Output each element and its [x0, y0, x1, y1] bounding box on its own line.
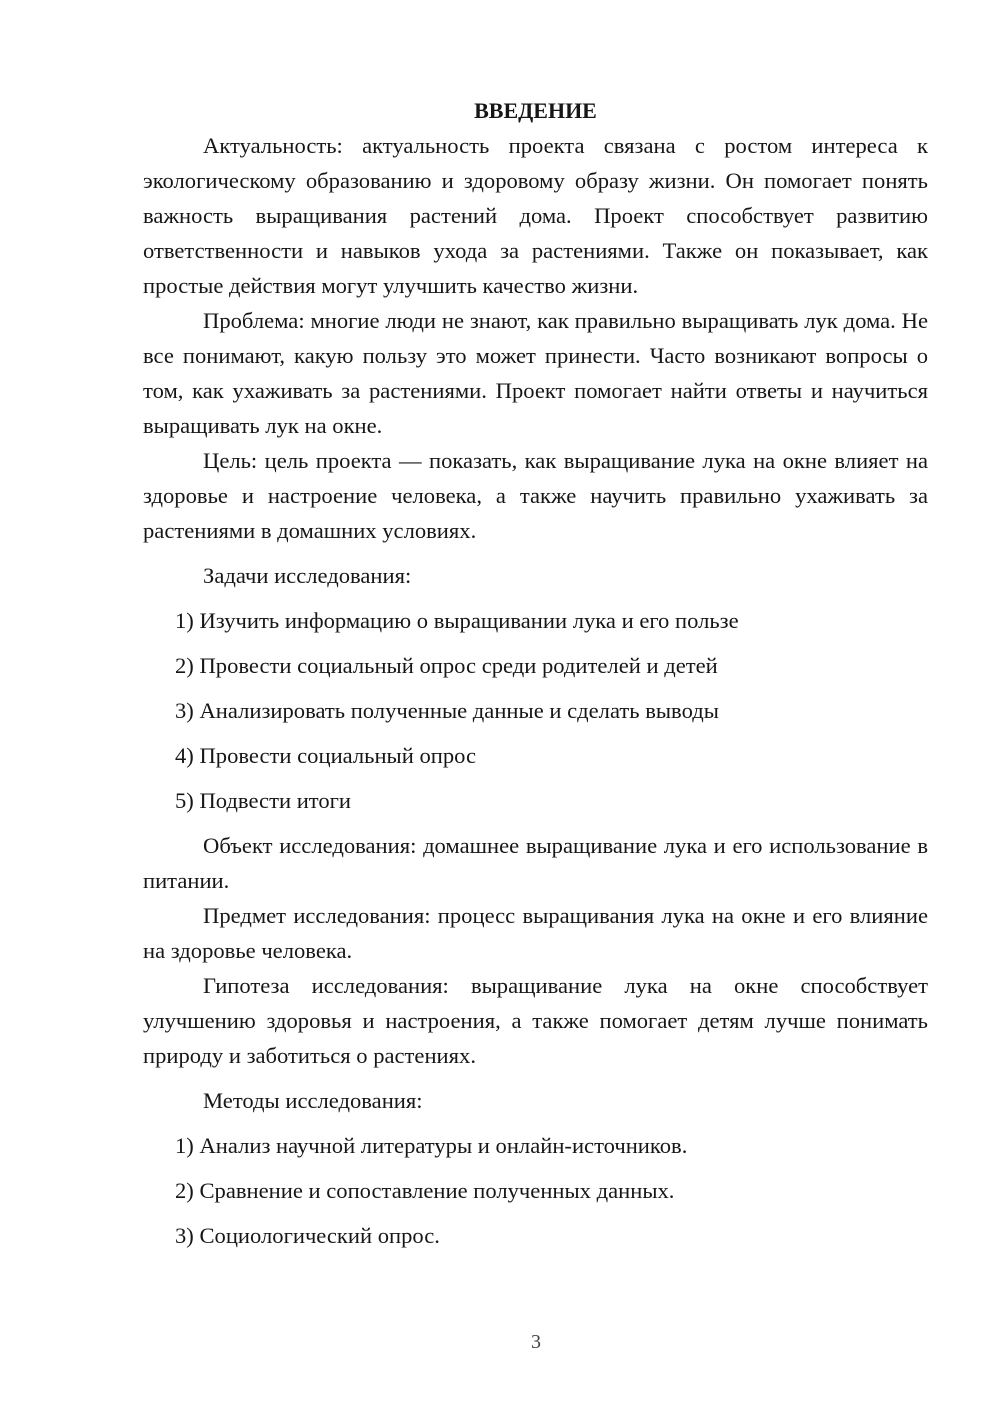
- task-item: 1) Изучить информацию о выращивании лука и его пользе: [175, 608, 739, 633]
- task-item: 3) Анализировать полученные данные и сделать выводы: [175, 698, 719, 723]
- task-item: 5) Подвести итоги: [175, 788, 352, 813]
- object-paragraph: Объект исследования: домашнее выращивание лука и его использование в питании.: [143, 833, 928, 893]
- method-item: 3) Социологический опрос.: [175, 1223, 440, 1248]
- hypothesis-paragraph: Гипотеза исследования: выращивание лука на окне способствует улучшению здоровья и настроения, а также помогает детям лучше понимать природу и заботиться о растениях.: [143, 973, 928, 1068]
- method-item: 1) Анализ научной литературы и онлайн-источников.: [175, 1133, 688, 1158]
- tasks-list: [143, 603, 928, 818]
- task-item: 2) Провести социальный опрос среди родителей и детей: [175, 653, 718, 678]
- methods-list: [143, 1128, 928, 1253]
- tasks-label: Задачи исследования:: [203, 563, 412, 588]
- page-number: 3: [531, 1331, 541, 1353]
- goal-paragraph: Цель: цель проекта — показать, как выращивание лука на окне влияет на здоровье и настроение человека, а также научить правильно ухаживать за растениями в домашних условиях.: [143, 448, 928, 543]
- problem-paragraph: Проблема: многие люди не знают, как правильно выращивать лук дома. Не все понимают, какую пользу это может принести. Часто возникают вопросы о том, как ухаживать за растениями. Проект помогает найти ответы и научиться выращивать лук на окне.: [143, 308, 928, 438]
- task-item: 4) Провести социальный опрос: [175, 743, 477, 768]
- method-item: 2) Сравнение и сопоставление полученных данных.: [175, 1178, 675, 1203]
- section-heading: ВВЕДЕНИЕ: [474, 98, 597, 123]
- methods-label: Методы исследования:: [203, 1088, 423, 1113]
- document-page: [143, 93, 928, 1253]
- relevance-paragraph: Актуальность: актуальность проекта связана с ростом интереса к экологическому образованию и здоровому образу жизни. Он помогает понять важность выращивания растений дома. Проект способствует развитию ответственности и навыков ухода за растениями. Также он показывает, как простые действия могут улучшить качество жизни.: [143, 133, 928, 298]
- subject-paragraph: Предмет исследования: процесс выращивания лука на окне и его влияние на здоровье человека.: [143, 903, 928, 963]
